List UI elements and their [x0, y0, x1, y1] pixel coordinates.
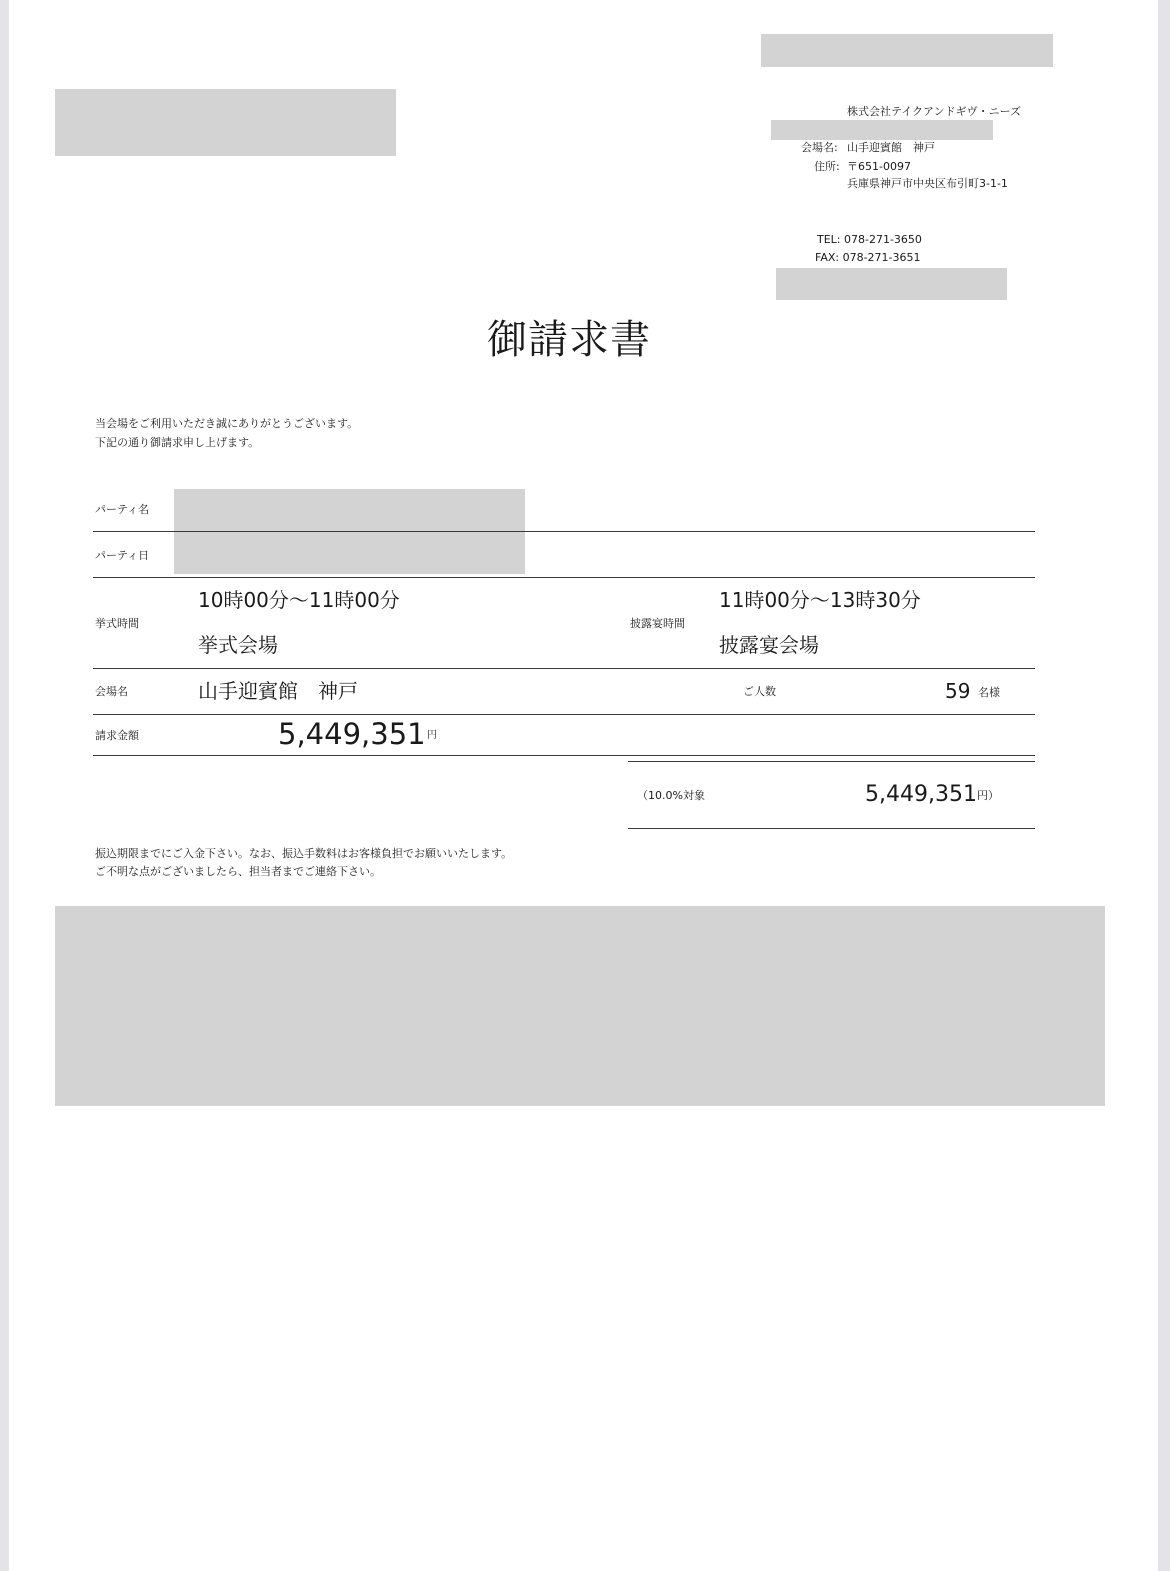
- reception-time-label: 披露宴時間: [630, 617, 685, 630]
- intro-line-1: 当会場をご利用いただき誠にありがとうございます。: [95, 417, 359, 430]
- tax-label: （10.0%対象: [637, 789, 705, 802]
- ceremony-time: 10時00分～11時00分: [198, 588, 400, 612]
- amount-label: 請求金額: [95, 729, 139, 742]
- table-rule-3: [93, 668, 1035, 669]
- table-rule-5: [93, 755, 1035, 756]
- ceremony-venue: 挙式会場: [198, 633, 278, 657]
- redacted-bank-details: [55, 906, 1105, 1106]
- redacted-party-name: [174, 489, 525, 531]
- party-name-label: パーティ名: [95, 503, 150, 516]
- note-line-1: 振込期限までにご入金下さい。なお、振込手数料はお客様負担でお願いいたします。: [95, 847, 513, 860]
- redacted-block-staff: [776, 268, 1007, 300]
- ceremony-time-label: 挙式時間: [95, 617, 139, 630]
- redacted-block-company-line: [771, 120, 993, 140]
- amount-value: 5,449,351: [278, 717, 426, 751]
- company-venue-value: 山手迎賓館 神戸: [847, 141, 935, 154]
- invoice-page: [9, 0, 1158, 1571]
- amount-unit: 円: [427, 730, 437, 741]
- tax-amount: 5,449,351: [865, 782, 977, 807]
- company-tel: TEL: 078-271-3650: [817, 233, 922, 246]
- page-title: 御請求書: [487, 317, 651, 363]
- company-venue-label: 会場名:: [801, 141, 838, 154]
- redacted-block-top-right: [761, 34, 1053, 67]
- redacted-block-recipient: [55, 89, 396, 156]
- table-rule-1: [93, 531, 1035, 532]
- tax-rule-top: [628, 761, 1035, 762]
- company-postal: 〒651-0097: [847, 160, 911, 173]
- reception-time: 11時00分～13時30分: [719, 588, 921, 612]
- company-address-label: 住所:: [814, 160, 840, 173]
- venue-label: 会場名: [95, 685, 128, 698]
- company-address: 兵庫県神戸市中央区布引町3-1-1: [847, 177, 1008, 190]
- party-date-label: パーティ日: [95, 549, 150, 562]
- guests-count: 59: [945, 679, 971, 703]
- note-line-2: ご不明な点がございましたら、担当者までご連絡下さい。: [95, 865, 381, 878]
- venue-value: 山手迎賓館 神戸: [198, 679, 358, 703]
- guests-unit: 名様: [978, 686, 1000, 699]
- tax-rule-bottom: [628, 828, 1035, 829]
- company-name: 株式会社テイクアンドギヴ・ニーズ: [847, 105, 1022, 118]
- company-fax: FAX: 078-271-3651: [815, 251, 921, 264]
- table-rule-4: [93, 714, 1035, 715]
- redacted-party-date: [174, 532, 525, 574]
- tax-unit: 円）: [977, 789, 999, 802]
- reception-venue: 披露宴会場: [719, 633, 819, 657]
- intro-line-2: 下記の通り御請求申し上げます。: [95, 436, 260, 449]
- guests-label: ご人数: [743, 685, 776, 698]
- table-rule-2: [93, 577, 1035, 578]
